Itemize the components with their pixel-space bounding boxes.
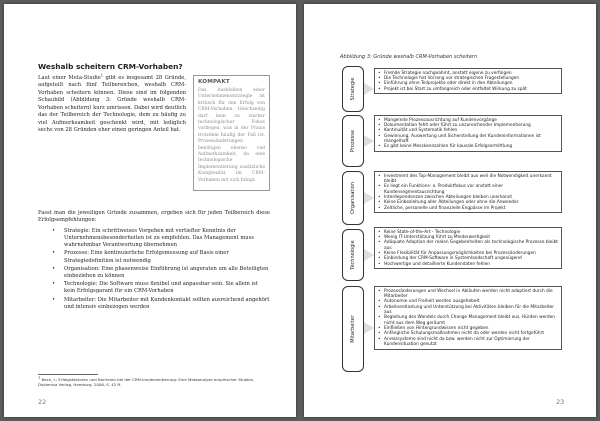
arrow-icon [364, 249, 374, 261]
list-item: • Hochwertige und detaillierte Kundendaten fehlen [378, 262, 558, 267]
arrow-icon [364, 322, 374, 334]
arrow-icon [364, 192, 374, 204]
reasons-technologie [374, 227, 562, 269]
lane-prozesse [342, 115, 364, 167]
lane-label: Mitarbeiter [350, 315, 356, 343]
list-item: • Mitarbeiter: Die Mitarbeiter mit Kundenkontakt sollten ausreichend angehört und intensiv einbezogen werden [50, 297, 270, 311]
intro-text: Laut einer Meta-Studie$^1$ gibt es insgesamt 28 Gründe, aufgeteilt nach fünf Teilbereichen, weshalb CRM-Vorhaben scheitern können. Diese sind im folgenden Schaubild (Abbildung 3: Gründe weshalb CRM-Vorhaben scheitern) kurz umrissen. Dabei wird deutlich das der Teilbereich der Technologie, dem zu häufig zu viel Aufmerksamkeit geschenkt wird, mit lediglich sechs von 28 Gründen eher einen geringen Anteil hat. [38, 73, 186, 134]
list-item: • Anreizsysteme sind nicht da bzw. werden nicht zur Optimierung der Kundensituation genutzt [378, 337, 558, 348]
list-item: • Anfängliche Schulungsmaßnahmen nicht da oder werden nicht fortgeführt [378, 331, 558, 336]
list-item: • Adäquate Adaption der realen Gegebenheiten als technologische Prozesse bleibt aus [378, 240, 558, 251]
reasons-mitarbeiter [374, 286, 562, 350]
list-item: • Die Technologie hat Vorrang vor strategischen Fragestellungen [378, 76, 558, 81]
list-item: • Investment des Top-Management bleibt aus weil die Notwendigkeit unerkannt bleibt [378, 174, 558, 185]
summary-paragraph: Fasst man die jeweiligen Gründe zusammen, ergeben sich für jeden Teilbereich diese Erfolgsempfehlungen: [38, 210, 270, 224]
lane-label: Technologie [350, 240, 356, 270]
figure-caption: Abbildung 3: Gründe weshalb CRM-Vorhaben scheitern [340, 54, 478, 60]
page-number-right: 23 [556, 398, 565, 406]
right-page [304, 4, 596, 417]
list-item: • Wenig IT-Unterstützung führt zu Minderwertigkeit [378, 235, 558, 240]
list-item: • Prozesse: Eine kontinuierliche Erfolgsmessung auf Basis einer Strategiedefinition ist notwendig [50, 250, 270, 264]
list-item: • Es liegt ein Funktions- o. Produktfokus vor anstatt einer Kundensegmentausrichtung [378, 184, 558, 195]
list-item: • Zeitliche, personelle und finanzielle Engpässe im Projekt [378, 206, 558, 211]
list-item: • Kontinuität und Systematik fehlen [378, 128, 558, 133]
list-item: • Dokumentation fehlt oder führt zu unzureichender Implementierung [378, 123, 558, 128]
lane-label: Strategie [350, 77, 356, 101]
list-item: • Fremde Strategie nachgeahmt, anstatt eigene zu verfolgen [378, 71, 558, 76]
section-heading: Weshalb scheitern CRM-Vorhaben? [38, 62, 183, 71]
lane-label: Organisation [350, 182, 356, 214]
page-number-left: 22 [38, 398, 47, 406]
kompakt-title: KOMPAKT [198, 79, 230, 85]
lane-technologie [342, 229, 364, 281]
list-item: • Strategie: Ein schrittweises Vorgehen mit vertiefter Kenntnis der Unternehmensbesonderheiten ist zu empfehlen. Das Management muss wahrnehmbar Verantwortung übernehmen [50, 228, 270, 249]
list-item: • Begleitung des Wandels durch Change Management bleibt aus, Hürden werden nicht aus dem Weg geräumt [378, 315, 558, 326]
list-item: • Interdependenzen zwischen Abteilungen bleiben unerkannt [378, 195, 558, 200]
list-item: • Keine Flexibilität für Anpassungsmöglichkeiten bei Prozessänderungen [378, 251, 558, 256]
reasons-strategie [374, 68, 562, 94]
reasons-prozesse [374, 115, 562, 152]
reasons-organisation [374, 171, 562, 213]
footnote-divider [38, 374, 98, 375]
footnote-marker: 1 [38, 375, 41, 380]
kompakt-box [193, 75, 270, 191]
list-item: • Einführung ohne Teilprojekte oder direkt in den Abteilungen [378, 81, 558, 86]
footnote-ref: 1 [100, 73, 104, 78]
list-item: • Prozessänderungen und Wechsel in Abläufen werden nicht adaptiert durch die Mitarbeiter [378, 289, 558, 300]
list-item: • Einbindung der CRM-Software in Systemlandschaft ungenügend [378, 256, 558, 261]
kompakt-text: Das Ausbleiben einer Unternehmensstrategie ist kritisch für den Erfolg von CRM-Vorhaben. Gleichzeitig darf kein zu starker technologischer Fokus vorliegen, was in der Praxis trotzdem häufig der Fall ist. Prozessänderungen benötigen ebenso viel Aufmerksamkeit, da eine technologische Implementierung zusätzliche Komplexität im CRM-Vorhaben mit sich bringt. [198, 88, 265, 183]
list-item: • Arbeitsentlastung und Unterstützung bei Aktivitäten bleiben für die Mitarbeiter aus [378, 305, 558, 316]
list-item: • Es gibt keine Messkennzahlen für kausale Erfolgsermittlung [378, 144, 558, 149]
list-item: • Organisation: Eine phasenweise Einführung ist angeraten um alle Beteiligten einbeziehen zu können [50, 266, 270, 280]
list-item: • Keine Einbeziehung aller Abteilungen oder ohne die Anwender [378, 200, 558, 205]
footnote-text: Beck, I.: Erfolgsfaktoren und Barrieren bei der CRM-Implementierung: Eine Metaanalyse empirischer Studien, Diplomica Verlag, Hamburg, 2006, S. 42 ff. [38, 377, 255, 388]
list-item: • Projekt ist bei Start zu umfangreich oder entfaltet Wirkung zu spät [378, 87, 558, 92]
arrow-icon [364, 83, 374, 95]
list-item: • Technologie: Die Software muss flexibel und anpassbar sein. Sie allein ist kein Erfolgsgarant für ein CRM-Vorhaben [50, 281, 270, 295]
lane-label: Prozesse [350, 130, 356, 152]
list-item: • Gewinnung, Auswertung und Sicherstellung der Kundeninformationen ist mangelhaft [378, 134, 558, 145]
list-item: • Einfließen von Hintergrundwissen nicht gegeben [378, 326, 558, 331]
arrow-icon [364, 135, 374, 147]
lane-organisation [342, 171, 364, 225]
lane-strategie [342, 66, 364, 112]
list-item: • Autonomie und Freiheit werden ausgehebelt [378, 299, 558, 304]
left-page [4, 4, 296, 417]
recommendation-list [50, 228, 270, 312]
list-item: • Keine State-of-the-Art - Technologie [378, 230, 558, 235]
list-item: • Mangelnde Prozessausrichtung auf Kundenvorgänge [378, 118, 558, 123]
lane-mitarbeiter [342, 286, 364, 372]
footnote [38, 377, 270, 387]
intro-paragraph [38, 75, 186, 135]
